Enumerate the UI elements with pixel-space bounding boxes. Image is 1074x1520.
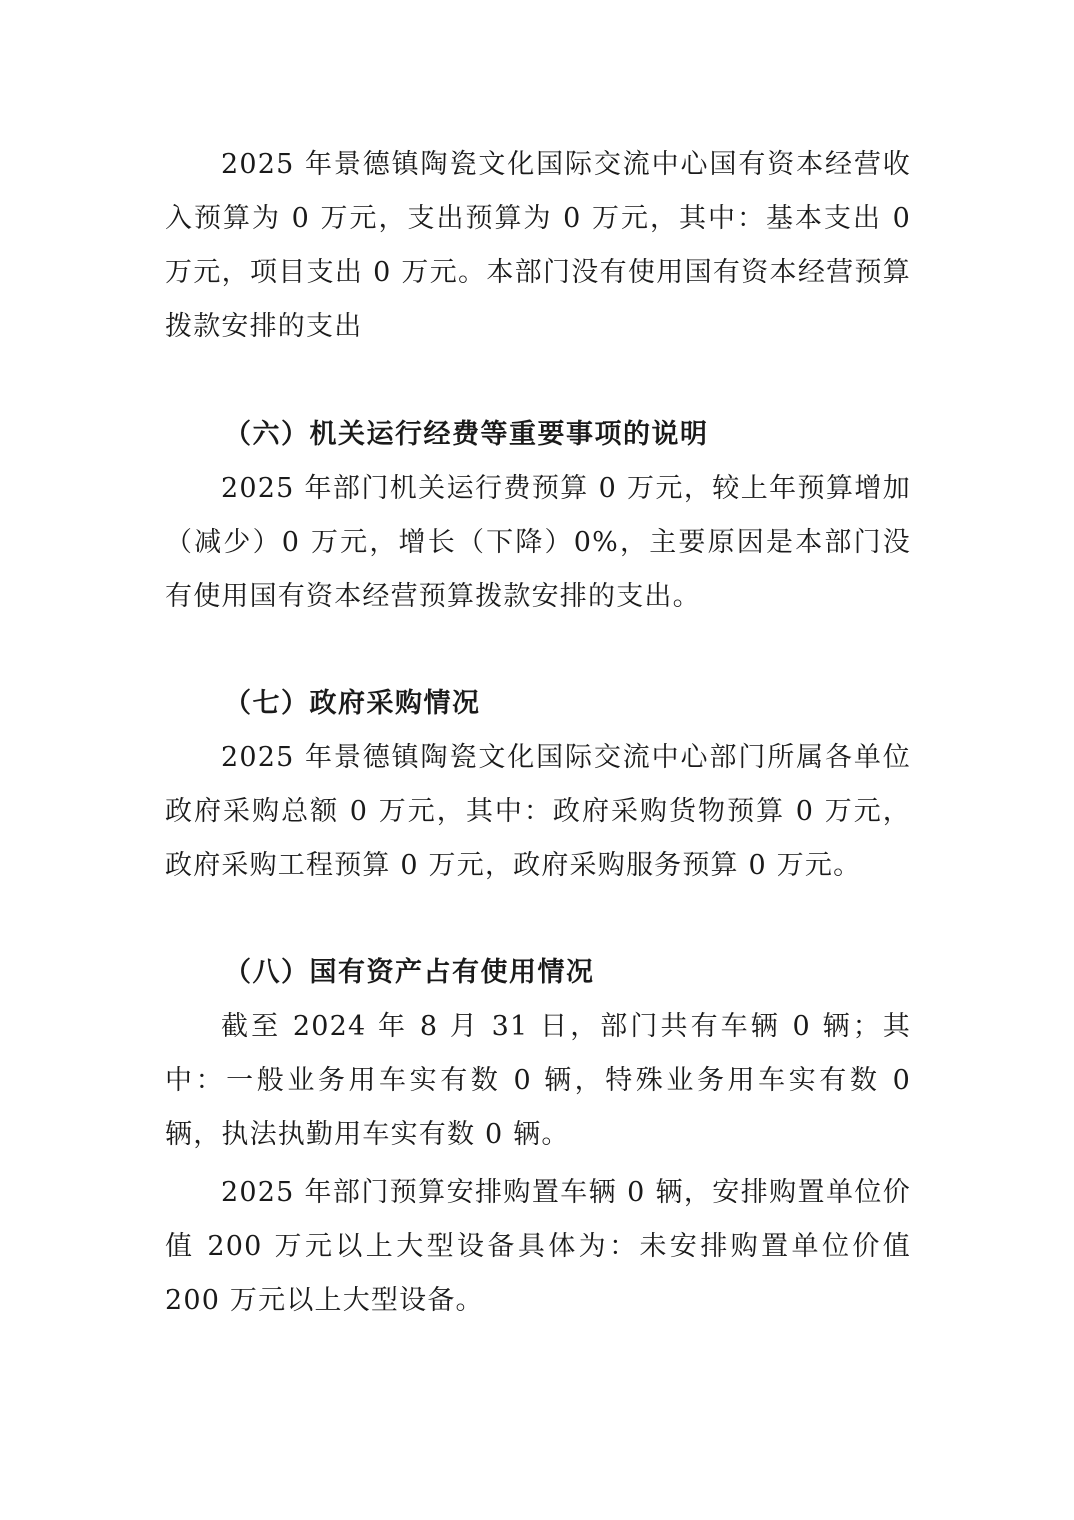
heading-section-8: （八）国有资产占有使用情况 <box>224 957 595 988</box>
paragraph-vehicles: 截至 2024 年 8 月 31 日，部门共有车辆 0 辆；其中：一般业务用车实有数 0 辆，特殊业务用车实有数 0 辆，执法执勤用车实有数 0 辆。 <box>165 1011 911 1150</box>
heading-section-6: （六）机关运行经费等重要事项的说明 <box>224 419 709 450</box>
paragraph-operating-cost: 2025 年部门机关运行费预算 0 万元，较上年预算增加（减少）0 万元，增长（下降）0%，主要原因是本部门没有使用国有资本经营预算拨款安排的支出。 <box>165 473 911 612</box>
paragraph-large-equipment: 2025 年部门预算安排购置车辆 0 辆，安排购置单位价值 200 万元以上大型设备具体为：未安排购置单位价值 200 万元以上大型设备。 <box>165 1177 911 1316</box>
paragraph-capital-operation-budget: 2025 年景德镇陶瓷文化国际交流中心国有资本经营收入预算为 0 万元，支出预算为 0 万元，其中：基本支出 0 万元，项目支出 0 万元。本部门没有使用国有资本经营预算拨款安排的支出 <box>165 149 911 342</box>
heading-section-7: （七）政府采购情况 <box>224 688 481 719</box>
paragraph-government-procurement: 2025 年景德镇陶瓷文化国际交流中心部门所属各单位政府采购总额 0 万元，其中：政府采购货物预算 0 万元，政府采购工程预算 0 万元，政府采购服务预算 0 万元。 <box>165 742 911 881</box>
